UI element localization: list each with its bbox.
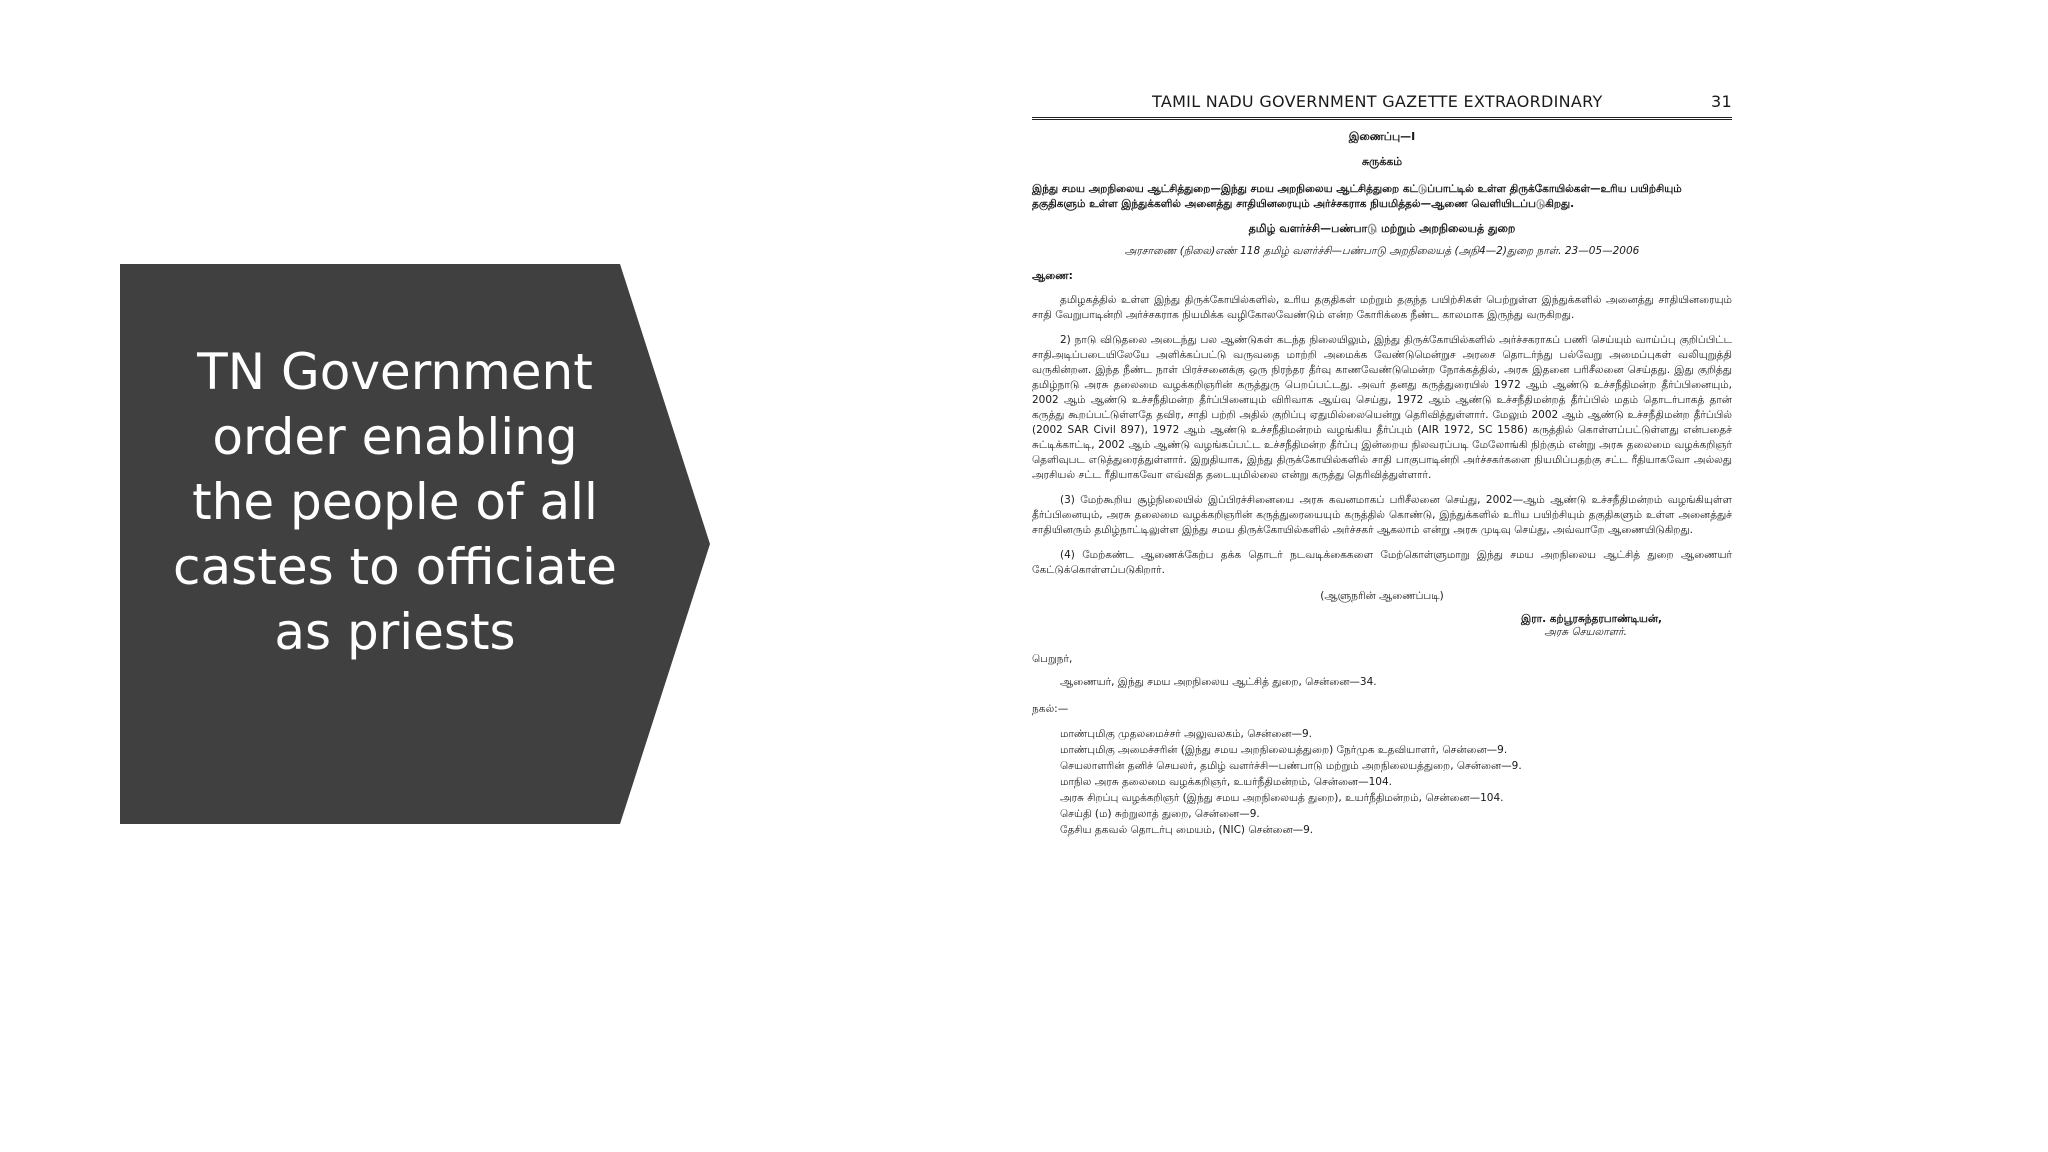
gazette-header	[1032, 84, 1732, 120]
copy-to-item: மாநில அரசு தலைமை வழக்கறிஞர், உயர்நீதிமன்றம், சென்னை—104.	[1060, 776, 1392, 788]
order-paragraph: (4) மேற்கண்ட ஆணைக்கேற்ப தக்க தொடர் நடவடிக்கைகளை மேற்கொள்ளுமாறு இந்து சமய அறநிலைய ஆட்சித் துறை ஆணையர் கேட்டுக்கொள்ளப்படுகிறார்.	[1032, 549, 1732, 576]
by-order-line: (ஆளுநரின் ஆணைப்படி)	[1320, 590, 1444, 602]
signatory-title: அரசு செயலாளர்.	[1544, 626, 1627, 638]
order-reference: அரசாணை (நிலை)எண் 118 தமிழ் வளர்ச்சி—பண்பாடு அறநிலையத் (அநி4—2)துறை நாள். 23—05—2006	[1124, 245, 1640, 257]
copy-to-item: மாண்புமிகு அமைச்சரின் (இந்து சமய அறநிலையத்துறை) நேர்முக உதவியாளர், சென்னை—9.	[1060, 744, 1508, 756]
signatory-name: இரா. கற்பூரசுந்தரபாண்டியன்,	[1521, 613, 1662, 625]
gazette-page-image	[1032, 84, 1732, 1004]
order-subject: இந்து சமய அறநிலைய ஆட்சித்துறை—இந்து சமய அறநிலைய ஆட்சித்துறை கட்டுப்பாட்டில் உள்ள திருக்கோயில்கள்—உரிய பயிற்சியும் தகுதிகளும் உள்ள இந்துக்களில் அனைத்து சாதியினரையும் அர்ச்சகராக நியமித்தல்—ஆணை வெளியிடப்படுகிறது.	[1032, 183, 1682, 210]
addressee-line: ஆணையர், இந்து சமய அறநிலைய ஆட்சித் துறை, சென்னை—34.	[1060, 676, 1377, 688]
gazette-page-number: 31	[1711, 92, 1732, 111]
addressee-label: பெறுநர்,	[1032, 653, 1073, 665]
copy-to-item: மாண்புமிகு முதலமைச்சர் அலுவலகம், சென்னை—9.	[1060, 728, 1312, 740]
copy-to-list	[1032, 726, 1732, 838]
chevron-caption: TN Government order enabling the people of all castes to officiate as priests	[173, 343, 617, 661]
gazette-title: TAMIL NADU GOVERNMENT GAZETTE EXTRAORDINARY	[1152, 92, 1603, 111]
copy-to-label: நகல்:—	[1032, 703, 1069, 715]
annexure-heading: இணைப்பு—I	[1348, 130, 1416, 143]
order-paragraph: (3) மேற்கூறிய சூழ்நிலையில் இப்பிரச்சினையை அரசு கவனமாகப் பரிசீலனை செய்து, 2002—ஆம் ஆண்டு உச்சநீதிமன்றம் வழங்கியுள்ள தீர்ப்பினையும், அரசு தலைமை வழக்கறிஞரின் கருத்துரையையும் கருத்தில் கொண்டு, இந்துக்களில் உரிய பயிற்சியும் தகுதிகளும் உள்ள அனைத்துச் சாதியினரும் தமிழ்நாட்டிலுள்ள இந்து சமய திருக்கோயில்களில் அர்ச்சகர் ஆகலாம் என்று அரசு முடிவு செய்து, அவ்வாறே ஆணையிடுகிறது.	[1032, 494, 1732, 536]
abstract-heading: சுருக்கம்	[1361, 155, 1403, 168]
copy-to-item: தேசிய தகவல் தொடர்பு மையம், (NIC) சென்னை—9.	[1060, 824, 1314, 836]
order-paragraph: தமிழகத்தில் உள்ள இந்து திருக்கோயில்களில், உரிய தகுதிகள் மற்றும் தகுந்த பயிற்சிகள் பெற்றுள்ள இந்துக்களில் அனைத்து சாதியினரையும் சாதி வேறுபாடின்றி அர்ச்சகராக நியமிக்க வழிகோலவேண்டும் என்ற கோரிக்கை நீண்ட காலமாக இருந்து வருகிறது.	[1032, 294, 1732, 321]
order-label: ஆணை:	[1032, 270, 1073, 282]
copy-to-item: அரசு சிறப்பு வழக்கறிஞர் (இந்து சமய அறநிலையத் துறை), உயர்நீதிமன்றம், சென்னை—104.	[1060, 792, 1504, 804]
department-heading: தமிழ் வளர்ச்சி—பண்பாடு மற்றும் அறநிலையத் துறை	[1248, 222, 1516, 235]
copy-to-item: செயலாளரின் தனிச் செயலர், தமிழ் வளர்ச்சி—பண்பாடு மற்றும் அறநிலையத்துறை, சென்னை—9.	[1060, 760, 1522, 772]
copy-to-item: செய்தி (ம) சுற்றுலாத் துறை, சென்னை—9.	[1060, 808, 1260, 820]
order-paragraph: 2) நாடு விடுதலை அடைந்து பல ஆண்டுகள் கடந்த நிலையிலும், இந்து திருக்கோயில்களில் அர்ச்சகராகப் பணி செய்யும் வாய்ப்பு குறிப்பிட்ட சாதிஅடிப்படையிலேயே அளிக்கப்பட்டு வருவதை மாற்றி அமைக்க வேண்டுமென்றுச அரசை தொடர்ந்து பல்வேறு அமைப்புகள் வலியுறுத்தி வருகின்றன. இந்த நீண்ட நாள் பிரச்சனைக்கு ஒரு நிரந்தர தீர்வு காணவேண்டுமென்ற நோக்கத்தில், அரசு இதனை பரிசீலனை செய்தது. இது குறித்து தமிழ்நாடு அரசு தலைமை வழக்கறிஞரின் கருத்துரு பெறப்பட்டது. அவர் தனது கருத்துரையில் 1972 ஆம் ஆண்டு உச்சநீதிமன்ற தீர்ப்பினையும், 2002 ஆம் ஆண்டு உச்சநீதிமன்ற தீர்ப்பினையும் விரிவாக ஆய்வு செய்து, 1972 ஆம் ஆண்டு உச்சநீதிமன்றத் தீர்ப்பில் மதம் தொடர்பாகத் தான் கருத்து கூறப்பட்டுள்ளதே தவிர, சாதி பற்றி அதில் குறிப்பு ஏதுமில்லையென்று தெரிவித்துள்ளார். மேலும் 2002 ஆம் ஆண்டு உச்சநீதிமன்ற தீர்ப்பில் (2002 SAR Civil 897), 1972 ஆம் ஆண்டு உச்சநீதிமன்றம் வழங்கிய தீர்ப்பும் (AIR 1972, SC 1586) கருத்தில் கொள்ளப்பட்டுள்ளது என்பதைச் சுட்டிக்காட்டி, 2002 ஆம் ஆண்டு வழங்கப்பட்ட உச்சநீதிமன்ற தீர்ப்பு இன்றைய நிலவரப்படி மேலோங்கி நிற்கும் என்று அரசு தலைமை வழக்கறிஞர் தெளிவுபட எடுத்துரைத்துள்ளார். இறுதியாக, இந்து திருக்கோயில்களில் சாதி பாகுபாடின்றி அர்ச்சகர்களை நியமிப்பதற்கு சட்ட ரீதியாகவோ அல்லது அரசியல் சட்ட ரீதியாகவோ எவ்வித தடையுமில்லை என்று கருத்து தெரிவித்துள்ளார்.	[1032, 334, 1732, 481]
